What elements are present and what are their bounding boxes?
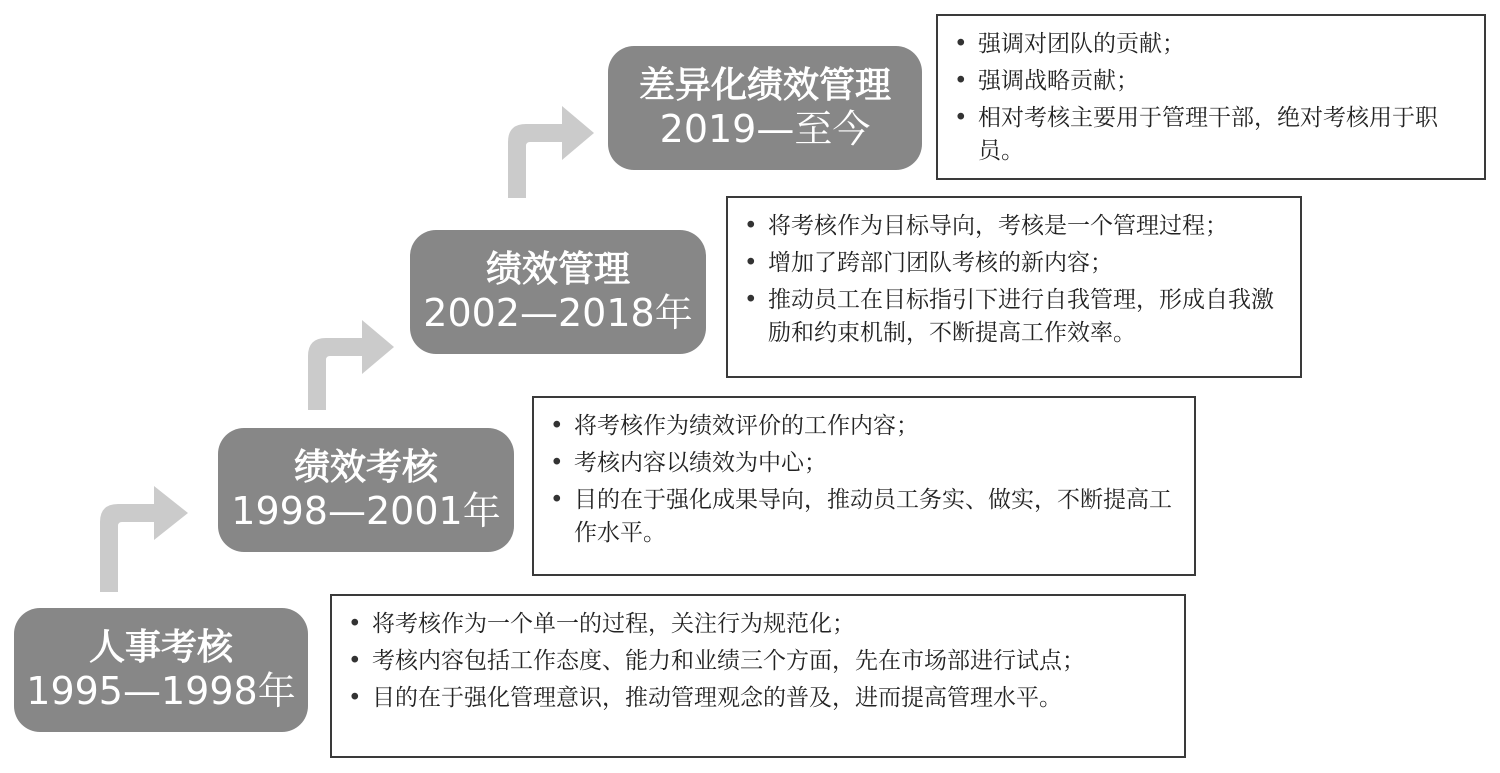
stage-4-years: 2019—至今 xyxy=(659,106,871,151)
stage-1-title: 人事考核 xyxy=(88,626,233,668)
bullet-item: • 强调对团队的贡献； xyxy=(952,28,1466,61)
bullet-item: • 相对考核主要用于管理干部，绝对考核用于职员。 xyxy=(952,102,1466,168)
stage-1-years: 1995—1998年 xyxy=(26,668,296,713)
bullet-item: • 将考核作为绩效评价的工作内容； xyxy=(548,410,1176,443)
bullet-item: • 强调战略贡献； xyxy=(952,65,1466,98)
stage-3-performance-management xyxy=(410,230,706,354)
stage-2-bullet-list xyxy=(548,410,1176,550)
stage-2-performance-assessment xyxy=(218,428,514,552)
bullet-item: • 目的在于强化管理意识，推动管理观念的普及，进而提高管理水平。 xyxy=(346,682,1166,715)
stage-4-bullet-list xyxy=(952,28,1466,168)
stage-1-bullet-list xyxy=(346,608,1166,715)
stage-1-description-box xyxy=(330,594,1186,758)
bullet-item: • 将考核作为一个单一的过程，关注行为规范化； xyxy=(346,608,1166,641)
stage-4-title: 差异化绩效管理 xyxy=(638,64,891,106)
stage-2-description-box xyxy=(532,396,1196,576)
stage-3-title: 绩效管理 xyxy=(485,248,630,290)
bullet-item: • 增加了跨部门团队考核的新内容； xyxy=(742,247,1282,280)
stage-1-personnel-assessment xyxy=(14,608,308,732)
bullet-item: • 推动员工在目标指引下进行自我管理，形成自我激励和约束机制，不断提高工作效率。 xyxy=(742,284,1282,350)
bullet-item: • 目的在于强化成果导向，推动员工务实、做实，不断提高工作水平。 xyxy=(548,484,1176,550)
stage-4-differentiated-performance-management xyxy=(608,46,922,170)
arrow-3 xyxy=(500,102,600,200)
bullet-item: • 将考核作为目标导向，考核是一个管理过程； xyxy=(742,210,1282,243)
arrow-1 xyxy=(92,482,192,594)
stage-3-description-box xyxy=(726,196,1302,378)
arrow-2 xyxy=(300,316,400,412)
stage-3-bullet-list xyxy=(742,210,1282,350)
bullet-item: • 考核内容包括工作态度、能力和业绩三个方面，先在市场部进行试点； xyxy=(346,645,1166,678)
stage-3-years: 2002—2018年 xyxy=(423,290,693,335)
bullet-item: • 考核内容以绩效为中心； xyxy=(548,447,1176,480)
stage-2-years: 1998—2001年 xyxy=(231,488,501,533)
stage-2-title: 绩效考核 xyxy=(293,446,438,488)
stage-4-description-box xyxy=(936,14,1486,180)
